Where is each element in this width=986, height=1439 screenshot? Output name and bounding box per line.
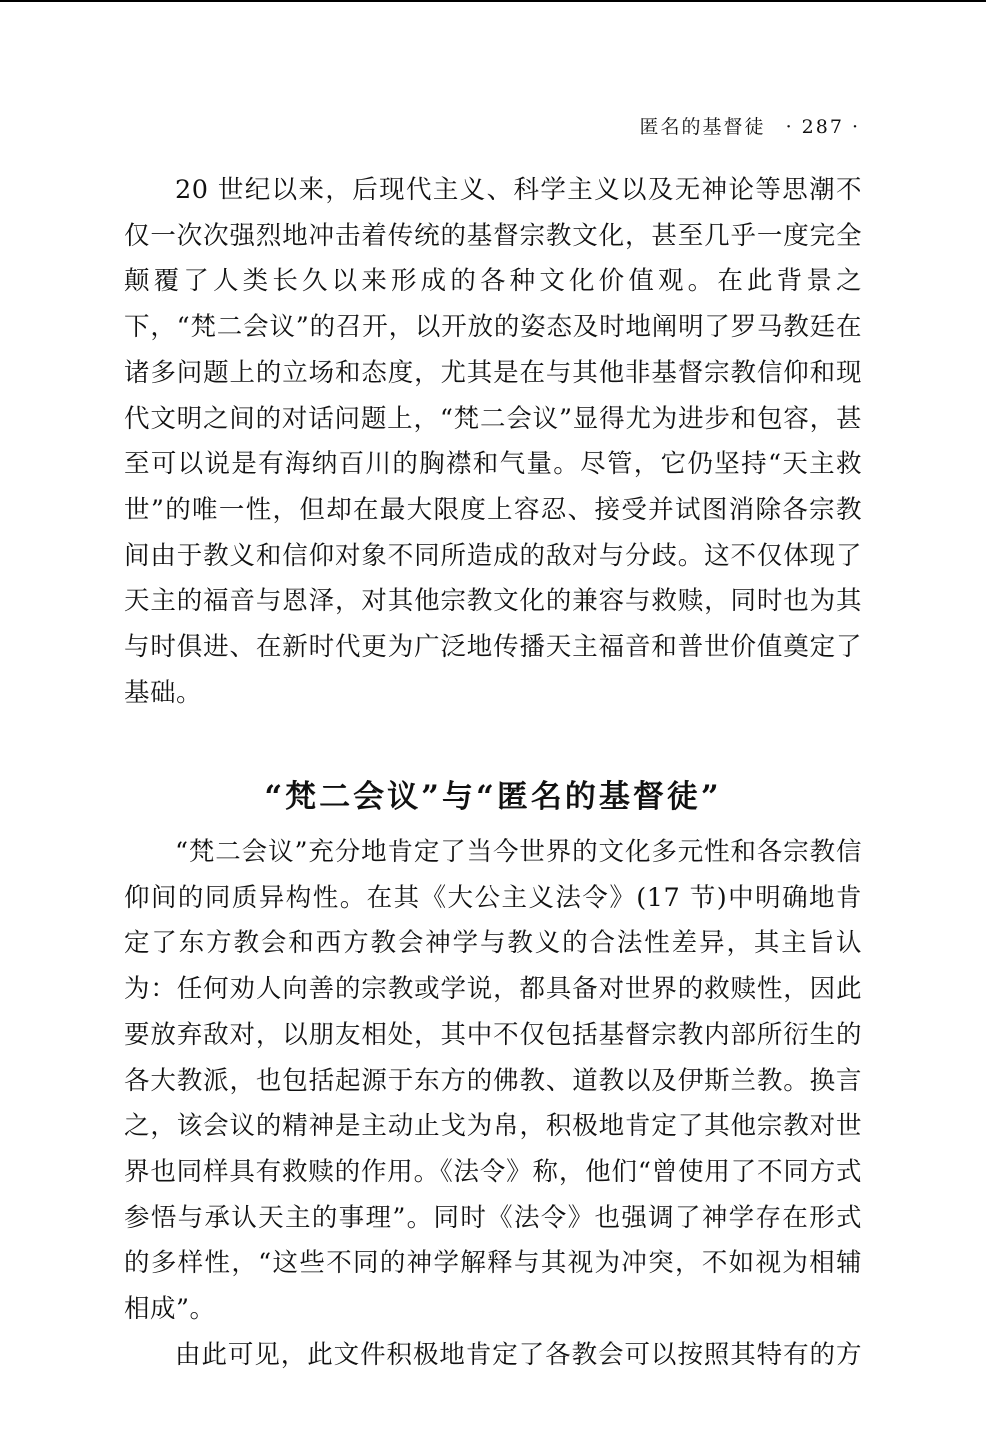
running-header xyxy=(640,112,861,139)
paragraph-3: 由此可见，此文件积极地肯定了各教会可以按照其特有的方 xyxy=(175,1339,862,1370)
paragraph-2: “梵二会议”充分地肯定了当今世界的文化多元性和各宗教信仰间的同质异构性。在其《大公主义法令》(17 节)中明确地肯定了东方教会和西方教会神学与教义的合法性差异，其主旨认为：任何劝人向善的宗教或学说，都具备对世界的救赎性，因此要放弃敌对，以朋友相处，其中不仅包括基督宗教内部所衍生的各大教派，也包括起源于东方的佛教、道教以及伊斯兰教。换言之，该会议的精神是主动止戈为帛，积极地肯定了其他宗教对世界也同样具有救赎的作用。《法令》称，他们“曾使用了不同方式参悟与承认天主的事理”。同时《法令》也强调了神学存在形式的多样性，“这些不同的神学解释与其视为冲突，不如视为相辅相成”。 xyxy=(124,837,862,1325)
running-title: 匿名的基督徒 xyxy=(639,116,766,138)
section-title: “梵二会议”与“匿名的基督徒” xyxy=(264,779,722,815)
top-rule xyxy=(0,0,986,2)
intro-text-block xyxy=(124,168,862,716)
paragraph-1: 20 世纪以来，后现代主义、科学主义以及无神论等思潮不仅一次次强烈地冲击着传统的基督宗教文化，甚至几乎一度完全颠覆了人类长久以来形成的各种文化价值观。在此背景之下，“梵二会议”的召开，以开放的姿态及时地阐明了罗马教廷在诸多问题上的立场和态度，尤其是在与其他非基督宗教信仰和现代文明之间的对话问题上，“梵二会议”显得尤为进步和包容，甚至可以说是有海纳百川的胸襟和气量。尽管，它仍坚持“天主救世”的唯一性，但却在最大限度上容忍、接受并试图消除各宗教间由于教义和信仰对象不同所造成的敌对与分歧。这不仅体现了天主的福音与恩泽，对其他宗教文化的兼容与救赎，同时也为其与时俱进、在新时代更为广泛地传播天主福音和普世价值奠定了基础。 xyxy=(124,175,862,708)
page-number: · 287 · xyxy=(785,116,860,138)
section-text-block xyxy=(124,830,862,1378)
